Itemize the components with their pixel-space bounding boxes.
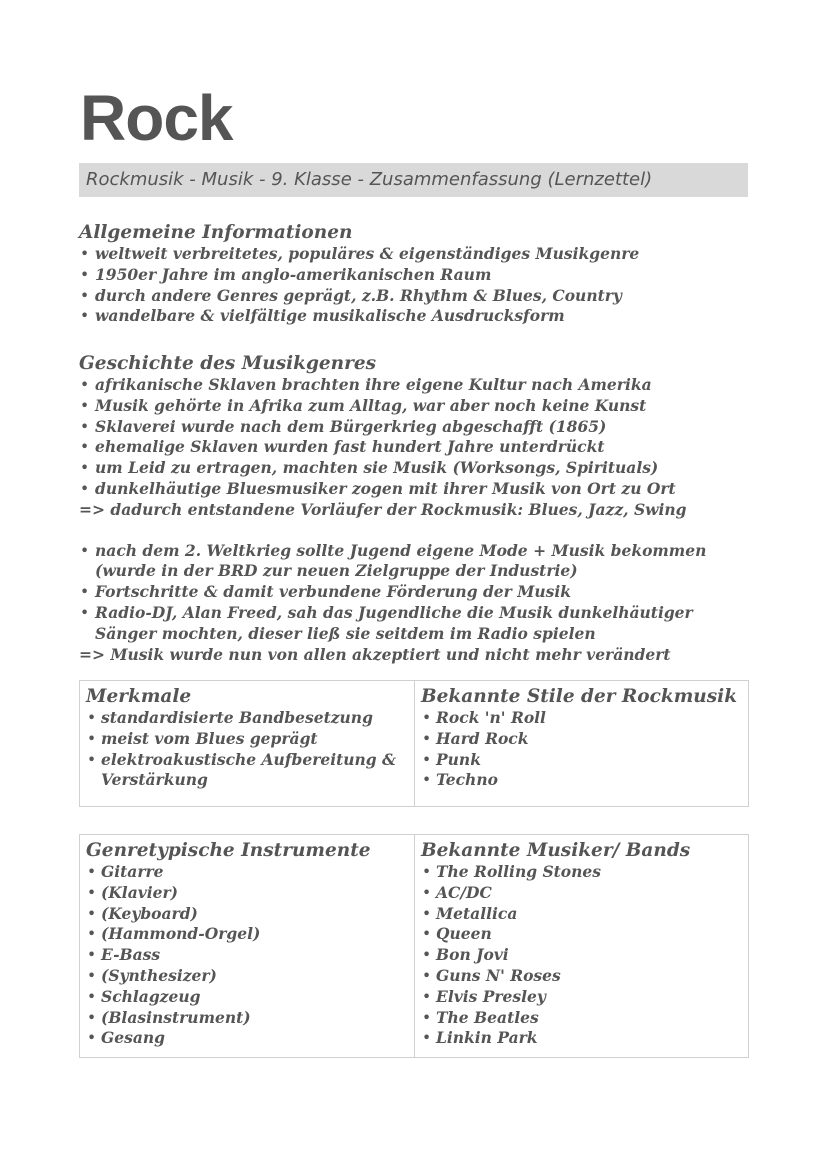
list-item: • (Synthesizer) (86, 966, 408, 987)
list-item: • Musik gehörte in Afrika zum Alltag, war aber noch keine Kunst (79, 396, 759, 417)
table-cell-instrumente (80, 835, 415, 1058)
merkmale-stile-table (79, 680, 749, 807)
list-item: • Guns N' Roses (421, 966, 742, 987)
bullet-list (79, 375, 759, 500)
list-item: • The Beatles (421, 1008, 742, 1029)
list-item: • Linkin Park (421, 1028, 742, 1049)
section-geschichte (79, 353, 759, 665)
list-item: • Rock 'n' Roll (421, 708, 742, 729)
list-item: • Fortschritte & damit verbundene Förderung der Musik (79, 582, 739, 603)
list-item: • Metallica (421, 904, 742, 925)
table-cell-merkmale (80, 681, 415, 807)
bullet-list (79, 541, 739, 645)
list-item: • Gitarre (86, 862, 408, 883)
bullet-list (421, 708, 742, 791)
list-item: • (Klavier) (86, 883, 408, 904)
subtitle-bar (79, 163, 748, 197)
list-item: • weltweit verbreitetes, populäres & eigenständiges Musikgenre (79, 244, 759, 265)
instrumente-musiker-table (79, 834, 749, 1058)
list-item: • dunkelhäutige Bluesmusiker zogen mit ihrer Musik von Ort zu Ort (79, 479, 759, 500)
conclusion-line: => Musik wurde nun von allen akzeptiert und nicht mehr verändert (79, 644, 671, 664)
list-item: • wandelbare & vielfältige musikalische Ausdrucksform (79, 306, 759, 327)
list-item: • standardisierte Bandbesetzung (86, 708, 408, 729)
list-item: • Queen (421, 924, 742, 945)
list-item: • nach dem 2. Weltkrieg sollte Jugend eigene Mode + Musik bekommen (wurde in der BRD zur neuen Zielgruppe der Industrie) (79, 541, 739, 583)
list-item: • um Leid zu ertragen, machten sie Musik (Worksongs, Spirituals) (79, 458, 759, 479)
list-item: • Techno (421, 770, 742, 791)
cell-heading: Genretypische Instrumente (86, 840, 371, 861)
list-item: • (Hammond-Orgel) (86, 924, 408, 945)
list-item: • E-Bass (86, 945, 408, 966)
table-cell-musiker (415, 835, 749, 1058)
list-item: • Sklaverei wurde nach dem Bürgerkrieg abgeschafft (1865) (79, 417, 759, 438)
page-title: Rock (80, 82, 233, 154)
list-item: • elektroakustische Aufbereitung & Verstärkung (86, 750, 408, 792)
cell-heading: Merkmale (86, 686, 192, 707)
list-item: • Punk (421, 750, 742, 771)
conclusion-line: => dadurch entstandene Vorläufer der Rockmusik: Blues, Jazz, Swing (79, 499, 687, 519)
list-item: • Gesang (86, 1028, 408, 1049)
subtitle: Rockmusik - Musik - 9. Klasse - Zusammenfassung (Lernzettel) (86, 169, 653, 190)
list-item: • Radio-DJ, Alan Freed, sah das Jugendliche die Musik dunkelhäutiger Sänger mochten, dieser ließ sie seitdem im Radio spielen (79, 603, 739, 645)
table-cell-stile (415, 681, 749, 807)
list-item: • Bon Jovi (421, 945, 742, 966)
list-item: • afrikanische Sklaven brachten ihre eigene Kultur nach Amerika (79, 375, 759, 396)
bullet-list (421, 862, 742, 1049)
section-allgemein (79, 222, 759, 327)
list-item: • (Blasinstrument) (86, 1008, 408, 1029)
list-item: • ehemalige Sklaven wurden fast hundert Jahre unterdrückt (79, 437, 759, 458)
list-item: • meist vom Blues geprägt (86, 729, 408, 750)
list-item: • Hard Rock (421, 729, 742, 750)
section-heading: Geschichte des Musikgenres (79, 353, 377, 374)
list-item: • Elvis Presley (421, 987, 742, 1008)
list-item: • Schlagzeug (86, 987, 408, 1008)
list-item: • AC/DC (421, 883, 742, 904)
bullet-list (86, 708, 408, 791)
list-item: • (Keyboard) (86, 904, 408, 925)
cell-heading: Bekannte Stile der Rockmusik (421, 686, 738, 707)
bullet-list (86, 862, 408, 1049)
section-heading: Allgemeine Informationen (79, 222, 353, 243)
list-item: • 1950er Jahre im anglo-amerikanischen Raum (79, 265, 759, 286)
list-item: • durch andere Genres geprägt, z.B. Rhythm & Blues, Country (79, 286, 759, 307)
cell-heading: Bekannte Musiker/ Bands (421, 840, 691, 861)
list-item: • The Rolling Stones (421, 862, 742, 883)
bullet-list (79, 244, 759, 327)
